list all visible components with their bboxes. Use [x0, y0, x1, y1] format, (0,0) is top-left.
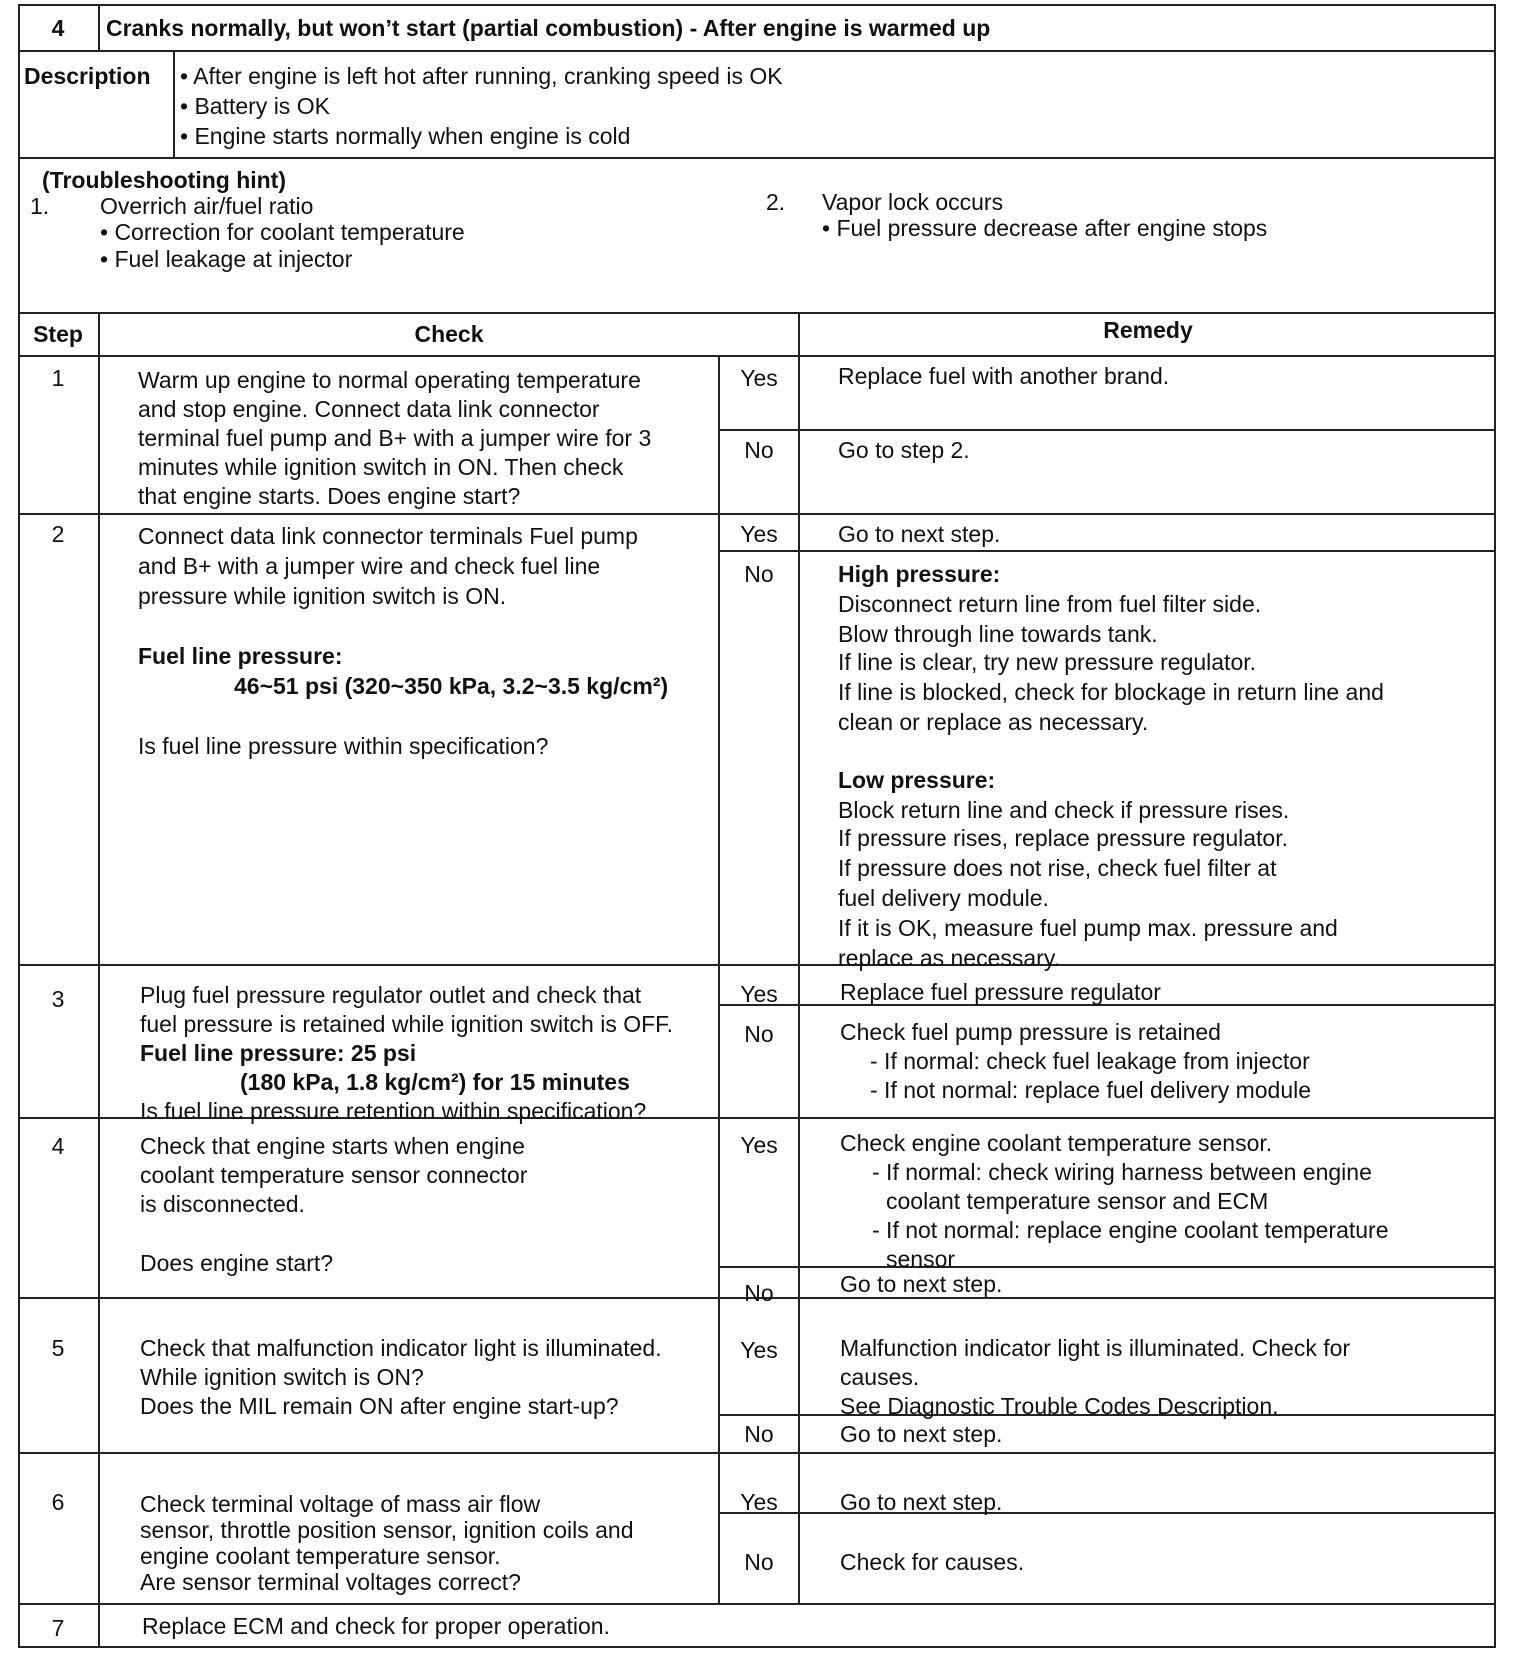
hint-1-item: • Correction for coolant temperature [100, 219, 465, 245]
step-check-line: minutes while ignition switch in ON. Then check [138, 454, 624, 480]
yes-label: Yes [740, 365, 778, 391]
step-check-line: Connect data link connector terminals Fuel pump [138, 523, 638, 549]
hint-1-item: • Fuel leakage at injector [100, 246, 353, 272]
step-check-line: sensor, throttle position sensor, ignition coils and [140, 1517, 634, 1543]
rule-step-1 [18, 513, 1496, 515]
spec-value: (180 kPa, 1.8 kg/cm²) for 15 minutes [240, 1069, 630, 1095]
no-label: No [744, 1549, 774, 1575]
step-check-line: Replace ECM and check for proper operation. [142, 1613, 610, 1639]
frame-top [18, 4, 1496, 6]
remedy-line: If pressure does not rise, check fuel filter at [838, 855, 1277, 881]
remedy-line: Malfunction indicator light is illuminated. Check for [840, 1335, 1351, 1361]
step-number: 6 [51, 1489, 65, 1515]
remedy-line: Go to next step. [840, 1271, 1003, 1297]
frame-right [1494, 4, 1496, 1648]
remedy-line: Go to next step. [840, 1421, 1003, 1447]
remedy-line: clean or replace as necessary. [838, 709, 1149, 735]
step-check-line: Warm up engine to normal operating temperature [138, 367, 641, 393]
no-label: No [744, 437, 774, 463]
remedy-subhead: High pressure: [838, 561, 1001, 587]
remedy-subhead: Low pressure: [838, 767, 996, 793]
description-label: Description [24, 63, 151, 89]
hint-2-title: Vapor lock occurs [822, 189, 1004, 215]
yes-label: Yes [740, 1489, 778, 1515]
remedy-line: Check for causes. [840, 1549, 1025, 1575]
remedy-line: fuel delivery module. [838, 885, 1049, 911]
step-question: Does engine start? [140, 1250, 334, 1276]
frame-bottom [18, 1646, 1496, 1648]
step-check-line: Does the MIL remain ON after engine start-up? [140, 1393, 619, 1419]
remedy-line: - If not normal: replace engine coolant temperature [872, 1217, 1389, 1243]
hint-1-title: Overrich air/fuel ratio [100, 193, 314, 219]
remedy-line: - If not normal: replace fuel delivery module [870, 1077, 1312, 1103]
remedy-line: Check fuel pump pressure is retained [840, 1019, 1221, 1045]
step-question: Is fuel line pressure retention within specification? [140, 1098, 647, 1124]
remedy-line: Go to step 2. [838, 437, 970, 463]
rule-description-label [173, 50, 175, 157]
step-question: Is fuel line pressure within specification? [138, 733, 549, 759]
header-check: Check [414, 321, 484, 347]
yes-label: Yes [740, 981, 778, 1007]
remedy-line: If line is clear, try new pressure regulator. [838, 649, 1257, 675]
frame-left [18, 4, 20, 1648]
step-check-line: coolant temperature sensor connector [140, 1162, 528, 1188]
remedy-line: Replace fuel pressure regulator [840, 979, 1161, 1005]
description-item: • Engine starts normally when engine is cold [180, 123, 631, 149]
remedy-line: If line is blocked, check for blockage in return line and [838, 679, 1384, 705]
spec-label: Fuel line pressure: 25 psi [140, 1040, 417, 1066]
yes-label: Yes [740, 1132, 778, 1158]
step-check-line: pressure while ignition switch is ON. [138, 583, 507, 609]
no-label: No [744, 561, 774, 587]
remedy-line: If it is OK, measure fuel pump max. pressure and [838, 915, 1338, 941]
hint-1-number: 1. [30, 193, 50, 219]
step-check-line: Plug fuel pressure regulator outlet and check that [140, 982, 642, 1008]
no-label: No [744, 1421, 774, 1447]
rule-step-6 [18, 1603, 1496, 1605]
step-check-line: Check that malfunction indicator light is illuminated. [140, 1335, 662, 1361]
rule-yn-6 [718, 1512, 1496, 1514]
remedy-line: Replace fuel with another brand. [838, 363, 1170, 389]
step-number: 2 [51, 521, 65, 547]
step-check-line: Are sensor terminal voltages correct? [140, 1569, 521, 1595]
troubleshooting-sheet [18, 4, 1496, 1648]
header-remedy: Remedy [1103, 317, 1193, 343]
spec-label: Fuel line pressure: [138, 643, 343, 669]
step-number: 7 [51, 1615, 65, 1641]
rule-hint [18, 312, 1496, 314]
rule-step-5 [18, 1452, 1496, 1454]
remedy-line: Go to next step. [838, 521, 1001, 547]
hint-2-number: 2. [766, 189, 786, 215]
rule-table-header [18, 355, 1496, 357]
rule-description [18, 157, 1496, 159]
step-check-line: that engine starts. Does engine start? [138, 483, 521, 509]
remedy-line: Disconnect return line from fuel filter side. [838, 591, 1262, 617]
step-check-line: terminal fuel pump and B+ with a jumper wire for 3 [138, 425, 652, 451]
no-label: No [744, 1280, 774, 1306]
remedy-line: Check engine coolant temperature sensor. [840, 1130, 1273, 1156]
remedy-line: - If normal: check fuel leakage from injector [870, 1048, 1310, 1074]
step-check-line: Check that engine starts when engine [140, 1133, 525, 1159]
step-number: 1 [51, 365, 65, 391]
step-check-line: engine coolant temperature sensor. [140, 1543, 501, 1569]
step-check-line: and stop engine. Connect data link connector [138, 396, 600, 422]
remedy-line: If pressure rises, replace pressure regulator. [838, 825, 1288, 851]
rule-yn-2 [718, 550, 1496, 552]
header-step: Step [33, 321, 83, 347]
rule-step-2 [18, 964, 1496, 966]
description-item: • After engine is left hot after running, cranking speed is OK [180, 63, 783, 89]
step-check-line: fuel pressure is retained while ignition switch is OFF. [140, 1011, 674, 1037]
remedy-line: Block return line and check if pressure rises. [838, 797, 1290, 823]
step-check-line: is disconnected. [140, 1191, 305, 1217]
step-number: 3 [51, 986, 65, 1012]
step-check-line: While ignition switch is ON? [140, 1364, 424, 1390]
remedy-line: replace as necessary. [838, 945, 1061, 971]
hint-label: (Troubleshooting hint) [42, 167, 287, 193]
remedy-line: Go to next step. [840, 1489, 1003, 1515]
description-item: • Battery is OK [180, 93, 330, 119]
step-check-line: and B+ with a jumper wire and check fuel line [138, 553, 601, 579]
remedy-line: See Diagnostic Trouble Codes Description. [840, 1393, 1279, 1419]
yes-label: Yes [740, 521, 778, 547]
rule-header-number [98, 4, 100, 50]
hint-2-item: • Fuel pressure decrease after engine stops [822, 215, 1268, 241]
remedy-line: Blow through line towards tank. [838, 621, 1158, 647]
step-number: 4 [51, 1133, 65, 1159]
rule-header [18, 50, 1496, 52]
header-number: 4 [51, 15, 65, 41]
remedy-line: - If normal: check wiring harness between engine [872, 1159, 1372, 1185]
no-label: No [744, 1021, 774, 1047]
remedy-line: causes. [840, 1364, 920, 1390]
header-title: Cranks normally, but won’t start (partial combustion) - After engine is warmed up [106, 15, 991, 41]
remedy-line: sensor [886, 1246, 956, 1272]
yes-label: Yes [740, 1337, 778, 1363]
spec-value: 46~51 psi (320~350 kPa, 3.2~3.5 kg/cm²) [234, 673, 669, 699]
step-check-line: Check terminal voltage of mass air flow [140, 1491, 541, 1517]
step-number: 5 [51, 1335, 65, 1361]
remedy-line: coolant temperature sensor and ECM [886, 1188, 1269, 1214]
rule-yn-1 [718, 429, 1496, 431]
rule-yn-4 [718, 1266, 1496, 1268]
